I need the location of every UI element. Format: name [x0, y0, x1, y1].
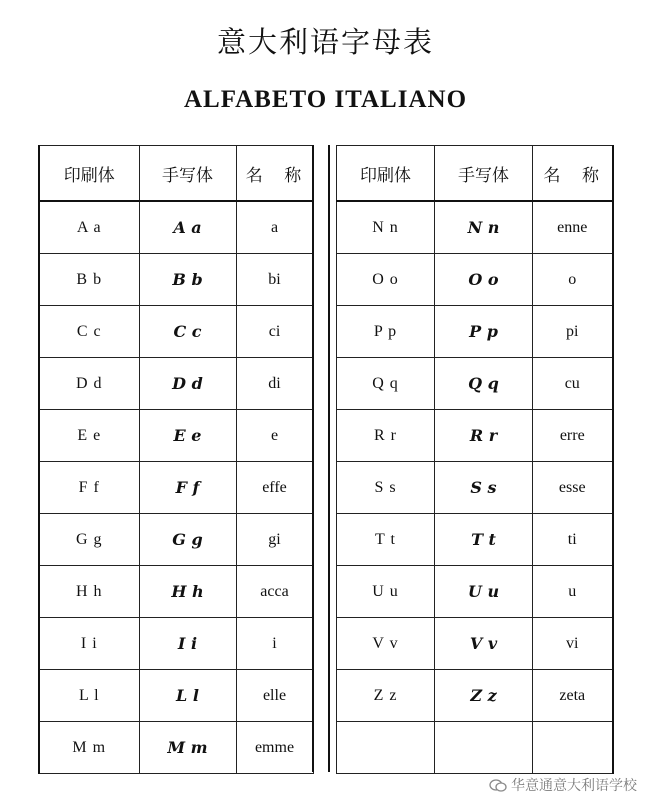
letter-handwritten: S s [435, 462, 533, 514]
page-title: 意大利语字母表 [216, 25, 434, 59]
alphabet-table-right [336, 145, 614, 774]
letter-name: effe [236, 462, 313, 514]
letter-handwritten: V v [435, 618, 533, 670]
table-row [39, 670, 313, 722]
table-row [39, 514, 313, 566]
table-row [39, 358, 313, 410]
letter-print: O o [337, 254, 435, 306]
letter-print: F f [39, 462, 139, 514]
letter-name: i [236, 618, 313, 670]
letter-handwritten: O o [435, 254, 533, 306]
letter-name: acca [236, 566, 313, 618]
letter-name: cu [533, 358, 613, 410]
alphabet-table-left [38, 145, 314, 774]
letter-print: T t [337, 514, 435, 566]
table-row [39, 306, 313, 358]
letter-name: u [533, 566, 613, 618]
letter-print [337, 722, 435, 774]
letter-handwritten: Z z [435, 670, 533, 722]
letter-print: I i [39, 618, 139, 670]
letter-handwritten: T t [435, 514, 533, 566]
table-row [39, 254, 313, 306]
table-row [337, 410, 613, 462]
letter-name [533, 722, 613, 774]
table-row [337, 358, 613, 410]
letter-print: L l [39, 670, 139, 722]
watermark-text: 华意通意大利语学校 [511, 778, 637, 794]
letter-handwritten [435, 722, 533, 774]
letter-name: pi [533, 306, 613, 358]
letter-name: erre [533, 410, 613, 462]
letter-print: A a [39, 201, 139, 254]
table-row [39, 566, 313, 618]
letter-handwritten: C c [139, 306, 236, 358]
letter-print: G g [39, 514, 139, 566]
table-row [39, 618, 313, 670]
letter-name: a [236, 201, 313, 254]
letter-name: emme [236, 722, 313, 774]
letter-name: zeta [533, 670, 613, 722]
letter-print: Q q [337, 358, 435, 410]
letter-handwritten: I i [139, 618, 236, 670]
letter-name: bi [236, 254, 313, 306]
header-print: 印刷体 [337, 146, 435, 202]
letter-print: R r [337, 410, 435, 462]
table-header-row [39, 146, 313, 202]
letter-handwritten: E e [139, 410, 236, 462]
letter-handwritten: N n [435, 201, 533, 254]
letter-handwritten: B b [139, 254, 236, 306]
letter-handwritten: R r [435, 410, 533, 462]
letter-print: Z z [337, 670, 435, 722]
letter-name: ti [533, 514, 613, 566]
table-row [39, 722, 313, 774]
letter-name: ci [236, 306, 313, 358]
table-row [337, 462, 613, 514]
table-header-row [337, 146, 613, 202]
column-divider [312, 145, 330, 772]
letter-print: H h [39, 566, 139, 618]
letter-handwritten: D d [139, 358, 236, 410]
table-row [337, 722, 613, 774]
letter-print: D d [39, 358, 139, 410]
table-row [337, 514, 613, 566]
letter-handwritten: P p [435, 306, 533, 358]
letter-handwritten: M m [139, 722, 236, 774]
table-row [337, 618, 613, 670]
letter-print: U u [337, 566, 435, 618]
letter-handwritten: G g [139, 514, 236, 566]
letter-name: esse [533, 462, 613, 514]
letter-print: B b [39, 254, 139, 306]
header-name: 名 称 [236, 146, 313, 202]
letter-handwritten: F f [139, 462, 236, 514]
table-row [337, 670, 613, 722]
table-row [337, 306, 613, 358]
letter-handwritten: Q q [435, 358, 533, 410]
letter-name: enne [533, 201, 613, 254]
letter-print: M m [39, 722, 139, 774]
letter-name: vi [533, 618, 613, 670]
letter-print: E e [39, 410, 139, 462]
header-handwritten: 手写体 [139, 146, 236, 202]
table-row [337, 201, 613, 254]
table-row [337, 254, 613, 306]
letter-name: e [236, 410, 313, 462]
letter-name: gi [236, 514, 313, 566]
letter-name: o [533, 254, 613, 306]
letter-name: di [236, 358, 313, 410]
watermark [489, 775, 637, 795]
letter-name: elle [236, 670, 313, 722]
letter-print: S s [337, 462, 435, 514]
letter-print: V v [337, 618, 435, 670]
letter-handwritten: U u [435, 566, 533, 618]
page-subtitle: ALFABETO ITALIANO [183, 86, 468, 113]
table-row [39, 201, 313, 254]
letter-handwritten: L l [139, 670, 236, 722]
letter-print: P p [337, 306, 435, 358]
header-print: 印刷体 [39, 146, 139, 202]
table-row [337, 566, 613, 618]
header-name: 名 称 [533, 146, 613, 202]
header-handwritten: 手写体 [435, 146, 533, 202]
table-row [39, 462, 313, 514]
letter-handwritten: H h [139, 566, 236, 618]
letter-print: N n [337, 201, 435, 254]
letter-handwritten: A a [139, 201, 236, 254]
letter-print: C c [39, 306, 139, 358]
table-row [39, 410, 313, 462]
wechat-icon [489, 779, 507, 792]
